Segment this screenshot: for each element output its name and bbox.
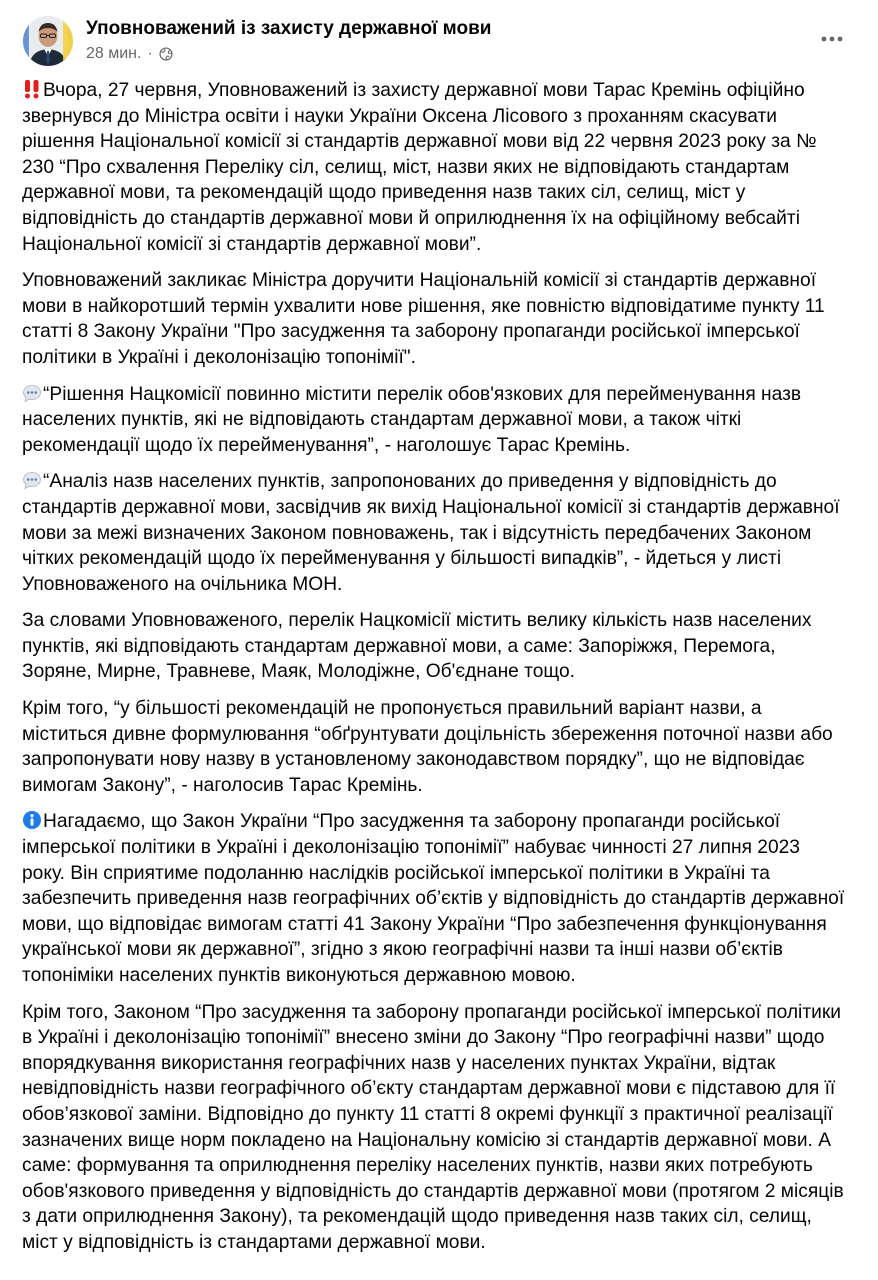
post-paragraph — [22, 268, 848, 370]
paragraph-text: За словами Уповноваженого, перелік Нацкомісії містить велику кількість назв населених пунктів, які відповідають стандартам державної мови, а саме: Запоріжжя, Перемога, Зоряне, Мирне, Травневе, Маяк, Молодіжне, Об'єднане тощо. — [22, 610, 812, 683]
paragraph-text: “Аналіз назв населених пунктів, запропонованих до приведення у відповідність до стандартів державної мови, засвідчив як вихід Національної комісії зі стандартів державної мови за межі визначених Законом повноважень, так і відсутність передбачених Законом чітких рекомендацій щодо їх перейменування у більшості випадків”, - йдеться у листі Уповноваженого на очільника МОН. — [22, 471, 840, 595]
more-horizontal-icon — [821, 36, 843, 42]
speech-balloon-icon — [22, 470, 42, 490]
paragraph-text: Крім того, “у більшості рекомендацій не пропонується правильний варіант назви, а міститься дивне формулювання “обґрунтувати доцільність збереження поточної назви або запропонувати нову назву в установленому законодавством порядку”, що не відповідає вимогам Закону”, - наголосив Тарас Кремінь. — [22, 698, 833, 796]
information-icon — [22, 810, 42, 830]
paragraph-text: Уповноважений закликає Міністра доручити Національній комісії зі стандартів державної мови в найкоротший термін ухвалити нове рішення, яке повністю відповідатиме пункту 11 статті 8 Закону України "Про засудження та заборону пропаганди російської імперської політики в Україні і деколонізацію топонімії". — [22, 270, 825, 368]
avatar-portrait-icon — [23, 16, 73, 66]
post-paragraph — [22, 1000, 848, 1256]
avatar[interactable] — [23, 16, 73, 66]
more-options-button[interactable] — [812, 24, 852, 54]
paragraph-text: Крім того, Законом “Про засудження та заборону пропаганди російської імперської політики в Україні і деколонізацію топонімії” внесено зміни до Закону “Про географічні назви” щодо впорядкування використання географічних назв у населених пунктах України, відтак невідповідність назви географічного об’єкту стандартам державної мови є підставою для її обов’язкової заміни. Відповідно до пункту 11 статті 8 окремі функції з практичної реалізації зазначених вище норм покладено на Національну комісію зі стандартів державної мови. А саме: формування та оприлюднення переліку населених пунктів, назви яких потребують обов'язкового приведення у відповідність до стандартів державної мови (протягом 2 місяців з дати оприлюднення Закону), та рекомендацій щодо приведення назв таких сіл, селищ, міст у відповідність із стандартами державної мови. — [22, 1001, 844, 1253]
page-name[interactable]: Уповноважений із захисту державної мови — [86, 18, 492, 39]
post-paragraph — [22, 608, 848, 685]
globe-icon — [159, 47, 173, 61]
post-paragraph — [22, 809, 848, 988]
post-paragraph — [22, 696, 848, 798]
paragraph-text: Вчора, 27 червня, Уповноважений із захисту державної мови Тарас Кремінь офіційно звернувся до Міністра освіти і науки України Оксена Лісового з проханням скасувати рішення Національної комісії зі стандартів державної мови від 22 червня 2023 року за № 230 “Про схвалення Переліку сіл, селищ, міст, назви яких не відповідають стандартам державної мови, та рекомендацій щодо приведення назв таких сіл, селищ, міст у відповідність до стандартів державної мови й оприлюднення їх на офіційному вебсайті Національної комісії зі стандартів державної мови”. — [22, 80, 817, 255]
post-paragraph — [22, 78, 848, 257]
post-header — [0, 0, 878, 80]
paragraph-text: Нагадаємо, що Закон України “Про засудження та заборону пропаганди російської імперської політики в Україні і деколонізацію топонімії” набуває чинності 27 липня 2023 року. Він сприятиме подоланню наслідків російської імперської політики в Україні та забезпечить приведення назв географічних об’єктів у відповідність до стандартів державної мови, що відповідає вимогам статті 41 Закону України “Про забезпечення функціонування української мови як державної”, згідно з якою географічні назви та інші назви об’єктів топоніміки населених пунктів виконуються державною мовою. — [22, 811, 845, 986]
post-body — [22, 78, 848, 1267]
post-paragraph — [22, 382, 848, 459]
post-meta — [86, 45, 173, 63]
paragraph-text: “Рішення Нацкомісії повинно містити перелік обов'язкових для перейменування назв населених пунктів, які не відповідають стандартам державної мови, а також чіткі рекомендації щодо їх перейменування”, - наголошує Тарас Кремінь. — [22, 383, 802, 456]
post-time[interactable]: 28 мин. — [86, 45, 142, 62]
post-paragraph — [22, 469, 848, 597]
speech-balloon-icon — [22, 383, 42, 403]
double-exclamation-icon — [22, 79, 42, 99]
meta-separator: · — [147, 45, 153, 62]
